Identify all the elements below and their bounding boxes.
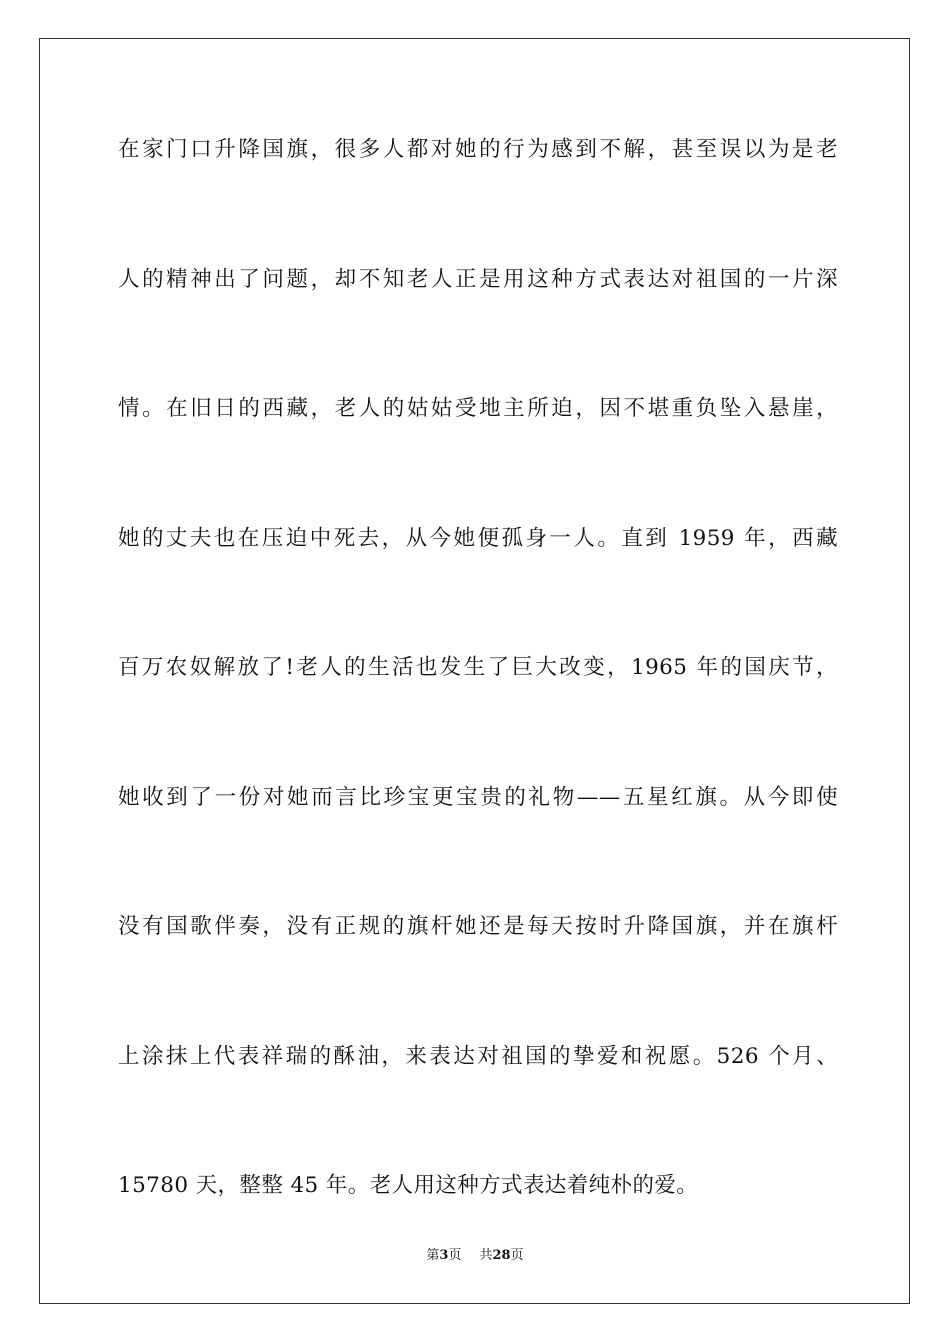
text-line-4: 她的丈夫也在压迫中死去，从今她便孤身一人。直到 1959 年，西藏 [118,525,838,551]
page-footer [0,1246,950,1266]
page-prefix: 第 [426,1248,440,1263]
text-line-1: 在家门口升降国旗，很多人都对她的行为感到不解，甚至误以为是老 [118,137,838,162]
text-line-9: 15780 天，整整 45 年。老人用这种方式表达着纯朴的爱。 [118,1173,699,1198]
total-suffix: 页 [510,1248,524,1263]
text-line-3: 情。在旧日的西藏，老人的姑姑受地主所迫，因不堪重负坠入悬崖， [118,396,838,421]
page-suffix: 页 [448,1248,462,1263]
text-line-7: 没有国歌伴奏，没有正规的旗杆她还是每天按时升降国旗，并在旗杆 [118,914,838,939]
text-line-6: 她收到了一份对她而言比珍宝更宝贵的礼物——五星红旗。从今即使 [118,784,838,810]
text-line-8: 上涂抹上代表祥瑞的酥油，来表达对祖国的挚爱和祝愿。526 个月、 [118,1043,838,1069]
total-pages: 28 [492,1248,511,1263]
text-line-5: 百万农奴解放了!老人的生活也发生了巨大改变，1965 年的国庆节， [118,655,838,680]
body-text [118,125,838,1291]
page-number: 3 [439,1248,449,1263]
text-line-2: 人的精神出了问题，却不知老人正是用这种方式表达对祖国的一片深 [118,266,838,292]
total-prefix: 共 [479,1248,493,1263]
